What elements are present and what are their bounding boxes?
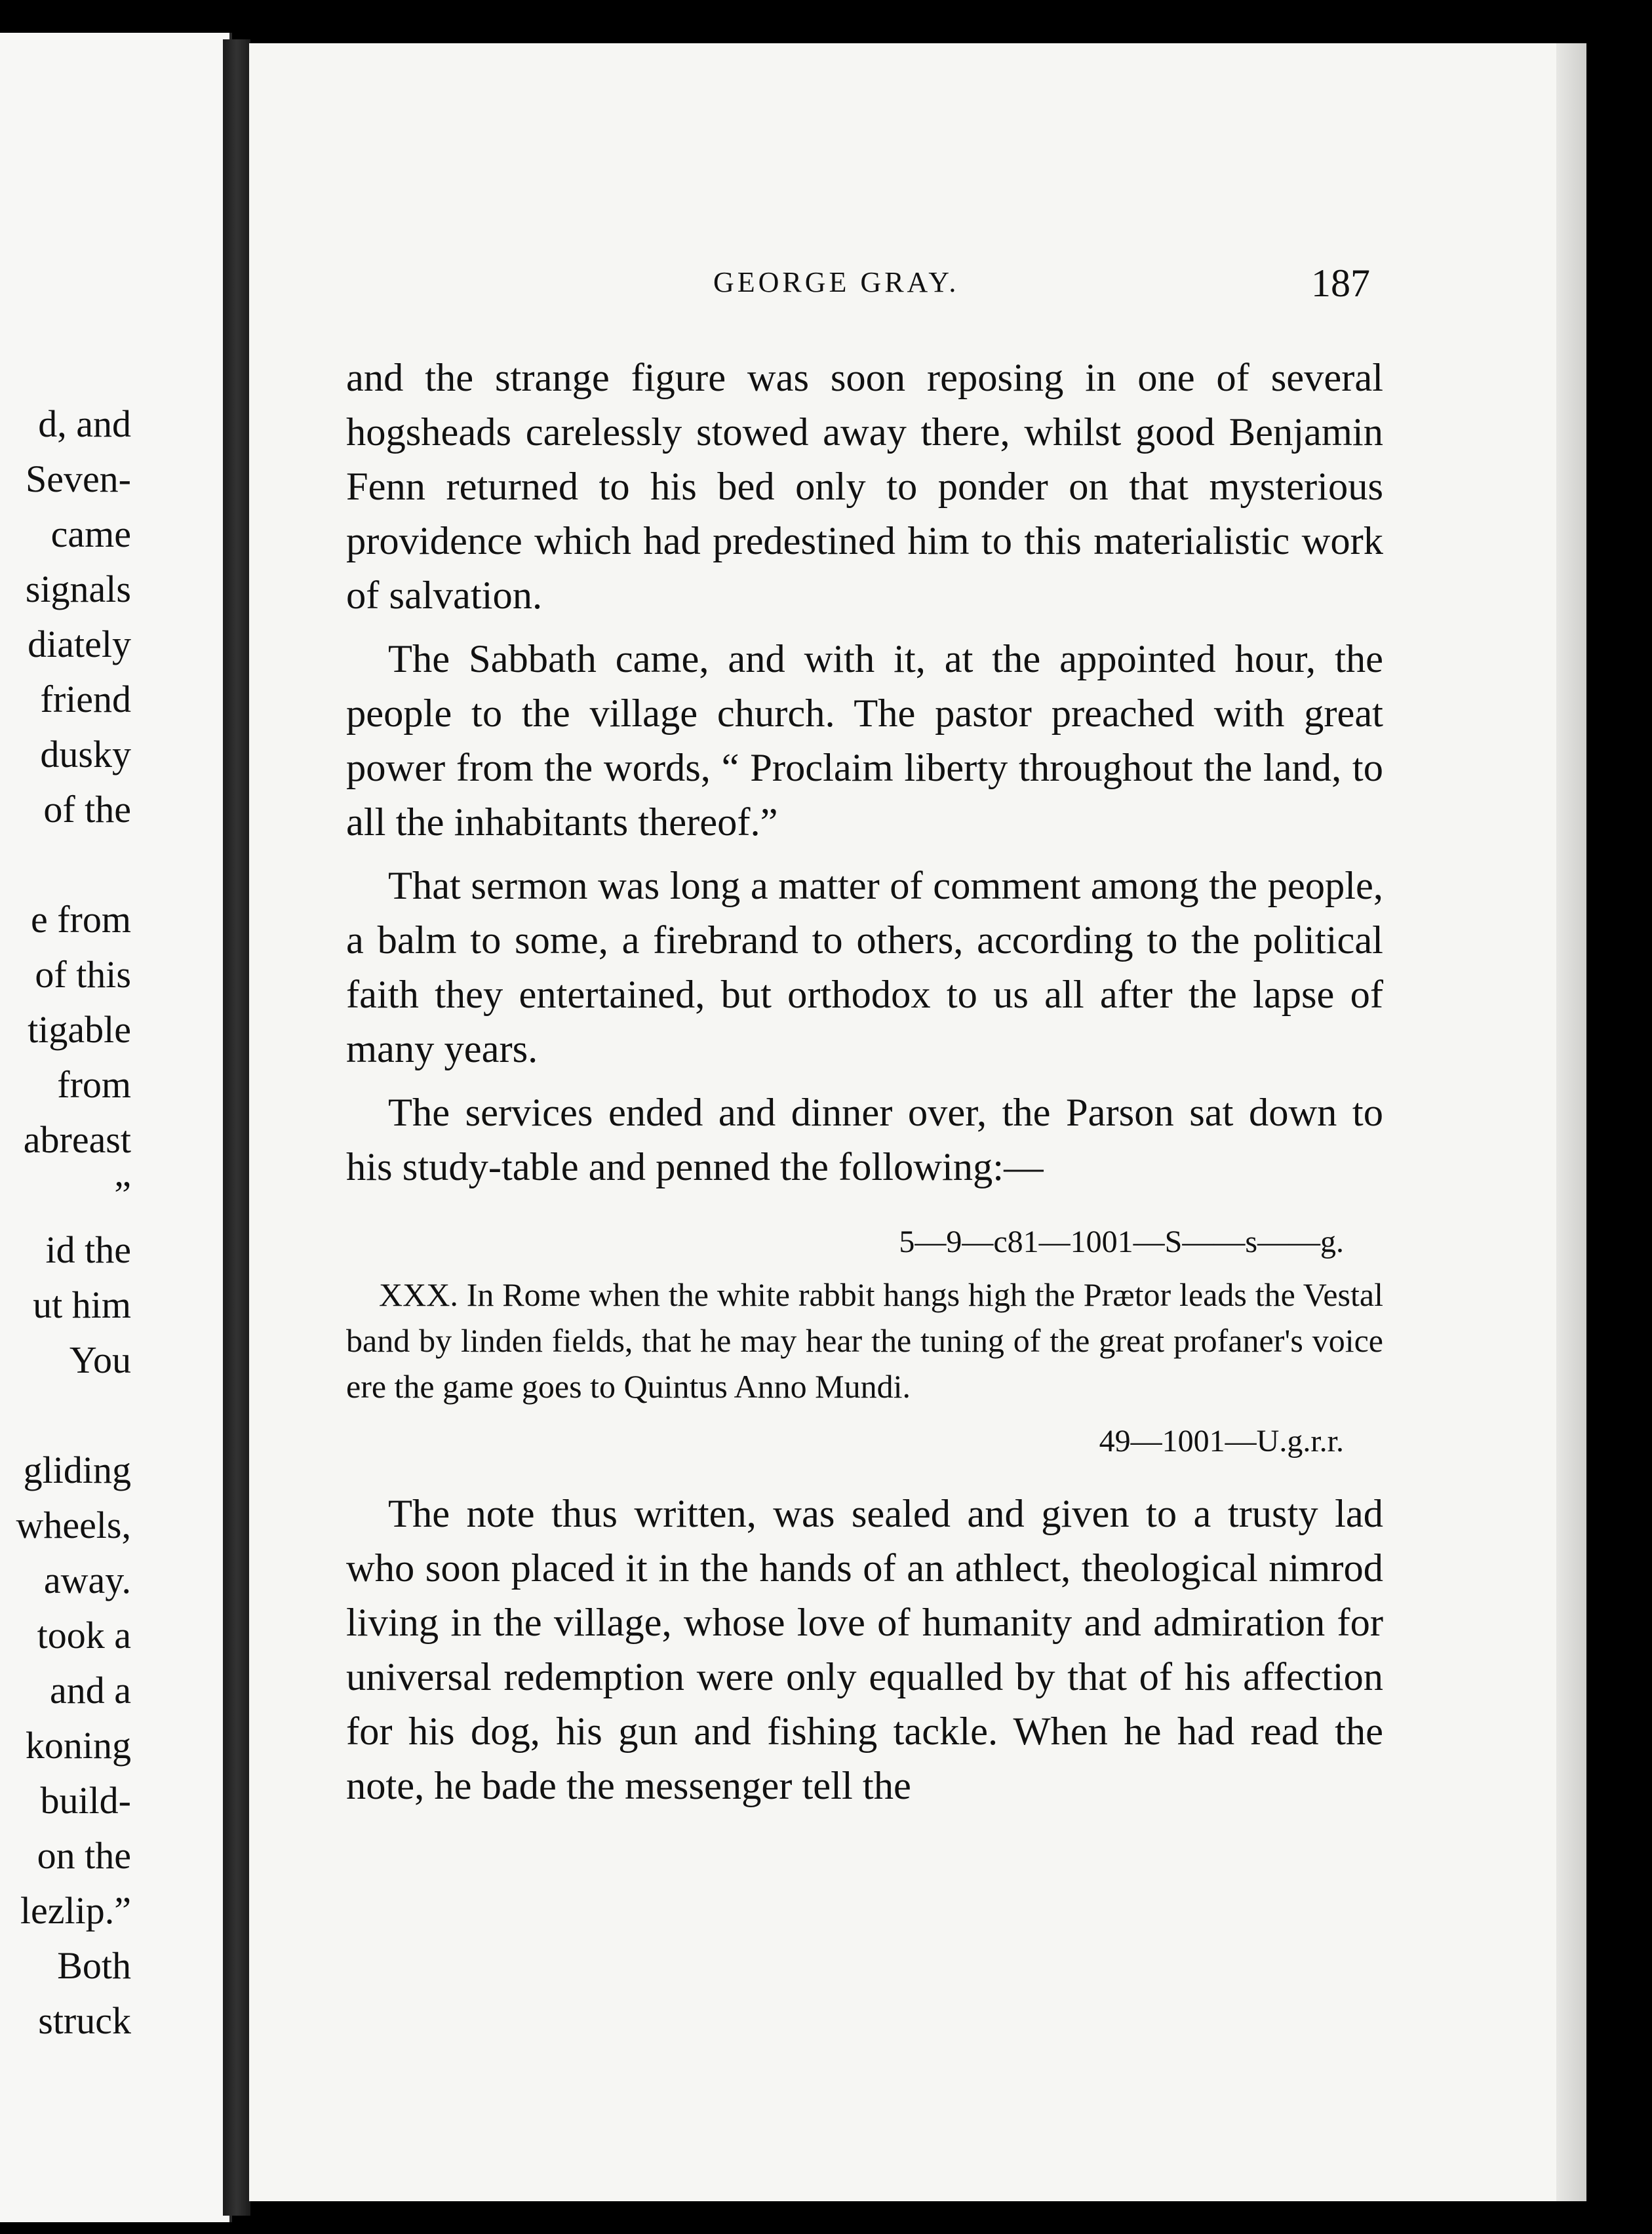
left-line: away. (43, 1559, 131, 1601)
book-gutter (223, 39, 250, 2216)
paragraph: The Sabbath came, and with it, at the appointed hour, the people to the village church. The pastor preached with great power from the words, “ Proclaim liberty throughout the land, to all the inhabitants thereof.” (346, 637, 1383, 844)
page-number: 187 (1311, 262, 1370, 305)
cipher-note: XXX. In Rome when the white rabbit hangs high the Prætor leads the Vestal band by linden fields, that he may hear the tuning of the great profaner's voice ere the game goes to Quintus Anno Mundi. (346, 1276, 1383, 1405)
left-line: id the (45, 1228, 131, 1271)
left-line: from (57, 1063, 131, 1106)
paragraph: That sermon was long a matter of comment among the people, a balm to some, a firebrand to others, according to the political faith they entertained, but orthodox to us all after the lapse of many years. (346, 864, 1383, 1071)
paragraph: The services ended and dinner over, the Parson sat down to his study-table and penned the following:— (346, 1091, 1383, 1189)
left-line: friend (40, 678, 131, 720)
left-line: Both (57, 1944, 131, 1987)
left-line: and a (50, 1669, 131, 1712)
left-line: diately (28, 623, 131, 665)
left-line: of the (43, 788, 131, 831)
paragraph: and the strange figure was soon reposing in one of several hogsheads carelessly stowed away there, whilst good Benjamin Fenn returned to his bed only to ponder on that mysterious providence which had predestined him to this materialistic work of salvation. (346, 356, 1383, 617)
left-line: koning (25, 1724, 131, 1767)
left-line: abreast (23, 1118, 131, 1161)
left-line: lezlip.” (20, 1889, 131, 1932)
left-line: tigable (28, 1008, 131, 1051)
left-line: signals (25, 568, 131, 610)
left-line: took a (37, 1614, 131, 1656)
left-line: of this (35, 953, 131, 996)
left-line: You (69, 1339, 131, 1381)
left-page-text-column (0, 397, 131, 2048)
page-body (346, 351, 1383, 1822)
left-page (0, 33, 232, 2222)
left-line: gliding (23, 1449, 131, 1491)
left-line: d, and (38, 402, 131, 445)
paragraph: The note thus written, was sealed and given to a trusty lad who soon placed it in the hands of an athlect, theological nimrod living in the village, whose love of humanity and admiration for universal redemption were only equalled by that of his affection for his dog, his gun and fishing tackle. When he had read the note, he bade the messenger tell the (346, 1492, 1383, 1808)
left-line: ut him (33, 1284, 131, 1326)
cipher-line: 5—9—c81—1001—S——s——g. (899, 1225, 1344, 1259)
left-line: wheels, (16, 1504, 131, 1546)
left-line: dusky (40, 733, 131, 775)
left-line: struck (38, 1999, 131, 2042)
running-title: GEORGE GRAY. (713, 266, 960, 298)
left-line: on the (37, 1834, 131, 1877)
left-line (0, 1388, 131, 1443)
left-line (0, 837, 131, 892)
left-line: came (50, 513, 131, 555)
left-line: Seven- (25, 458, 131, 500)
left-line: ” (114, 1173, 131, 1216)
left-line: build- (40, 1779, 131, 1822)
left-line: e from (31, 898, 131, 941)
note-signature: 49—1001—U.g.r.r. (1099, 1424, 1344, 1459)
